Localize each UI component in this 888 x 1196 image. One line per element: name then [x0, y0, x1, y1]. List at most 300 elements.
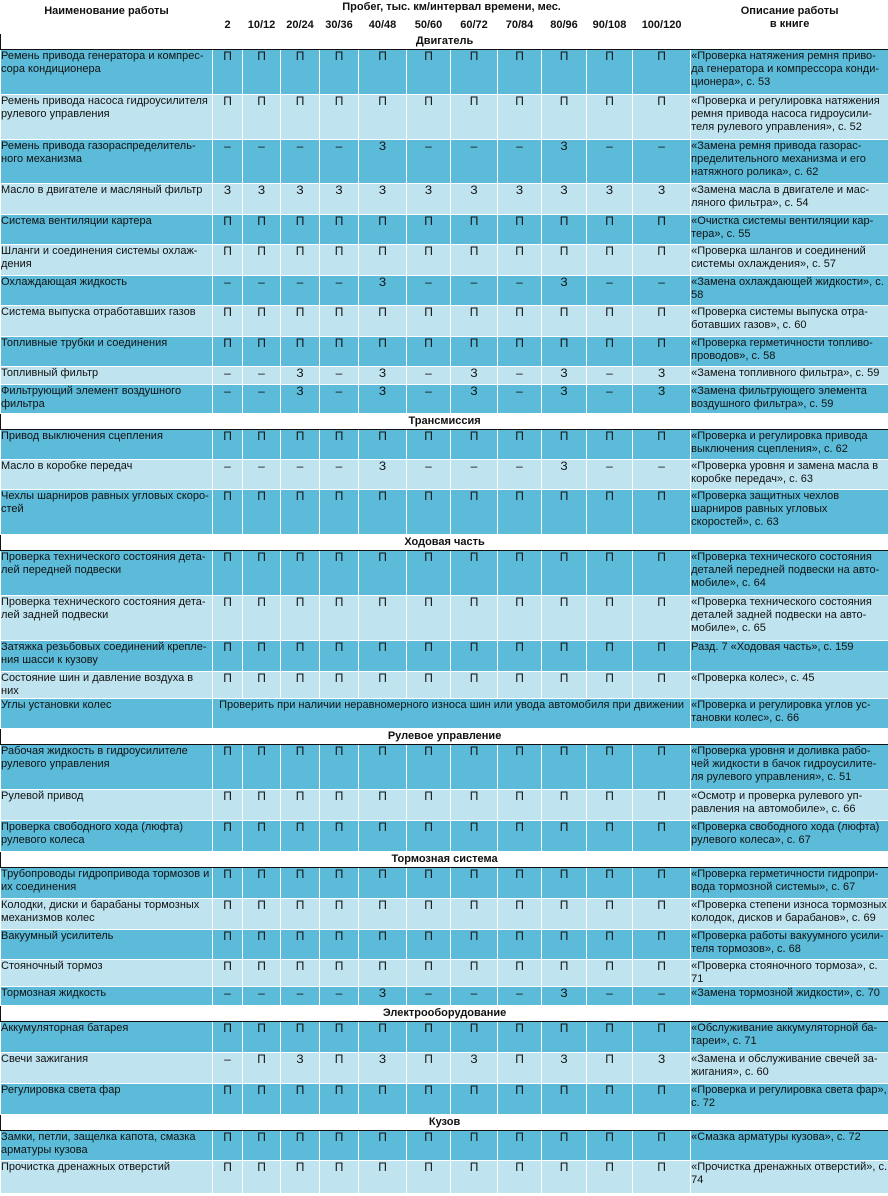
interval-value: П	[633, 337, 691, 367]
interval-value: П	[359, 1084, 407, 1115]
work-description: «Проверка системы выпуска отра-ботавших газов», с. 60	[691, 306, 888, 337]
interval-value: П	[320, 245, 359, 276]
interval-value: –	[451, 140, 498, 184]
interval-value: П	[243, 672, 281, 699]
interval-value: П	[498, 50, 542, 95]
interval-value: П	[451, 745, 498, 790]
interval-value: П	[498, 790, 542, 821]
section-title: Ходовая часть	[1, 535, 888, 551]
interval-header: 10/12	[243, 19, 281, 34]
work-description: «Проверка герметичности гидропри-вода тормозной системы», с. 67	[691, 868, 888, 899]
interval-value: П	[213, 672, 243, 699]
interval-value: –	[243, 367, 281, 385]
section-title: Электрооборудование	[1, 1006, 888, 1022]
work-name: Замки, петли, защелка капота, смазка арматуры кузова	[1, 1131, 213, 1161]
table-body	[1, 34, 888, 1194]
interval-value: З	[243, 184, 281, 215]
interval-value: П	[407, 745, 451, 790]
interval-value: З	[542, 184, 587, 215]
interval-value: З	[359, 460, 407, 490]
table-row	[1, 140, 888, 184]
work-name: Фильтрующий элемент воздушного фильтра	[1, 385, 213, 414]
interval-value: П	[359, 50, 407, 95]
interval-header: 90/108	[587, 19, 633, 34]
interval-value: П	[281, 245, 320, 276]
interval-value: П	[542, 821, 587, 852]
interval-value: П	[542, 551, 587, 596]
interval-value: З	[281, 184, 320, 215]
work-name: Охлаждающая жидкость	[1, 276, 213, 306]
work-name: Топливные трубки и соединения	[1, 337, 213, 367]
interval-value: П	[359, 930, 407, 960]
interval-value: П	[281, 745, 320, 790]
interval-value: П	[243, 95, 281, 140]
interval-value: П	[213, 790, 243, 821]
interval-value: З	[320, 184, 359, 215]
interval-value: П	[498, 215, 542, 245]
interval-value: П	[320, 337, 359, 367]
interval-value: П	[281, 930, 320, 960]
interval-value: П	[359, 430, 407, 460]
work-description: «Замена тормозной жидкости», с. 70	[691, 987, 888, 1006]
interval-value: З	[633, 367, 691, 385]
interval-value: П	[633, 1084, 691, 1115]
interval-value: П	[407, 1053, 451, 1084]
interval-value: П	[320, 821, 359, 852]
interval-value: П	[542, 490, 587, 535]
interval-value: П	[213, 215, 243, 245]
interval-value: П	[407, 899, 451, 930]
interval-value: З	[359, 184, 407, 215]
interval-value: П	[407, 306, 451, 337]
work-name: Тормозная жидкость	[1, 987, 213, 1006]
interval-value: П	[320, 672, 359, 699]
interval-value: П	[359, 1022, 407, 1053]
interval-value: П	[633, 672, 691, 699]
interval-value: П	[213, 245, 243, 276]
interval-value: –	[498, 140, 542, 184]
interval-value: З	[281, 385, 320, 414]
interval-value: П	[451, 50, 498, 95]
interval-value: П	[542, 596, 587, 641]
interval-value: П	[498, 596, 542, 641]
interval-value: П	[451, 930, 498, 960]
interval-value: П	[213, 306, 243, 337]
interval-value: П	[451, 790, 498, 821]
interval-value: П	[498, 821, 542, 852]
interval-value: –	[320, 367, 359, 385]
interval-value: П	[407, 215, 451, 245]
header-name-column: Наименование работы	[1, 1, 213, 34]
interval-value: П	[542, 430, 587, 460]
interval-value: П	[359, 596, 407, 641]
interval-value: –	[587, 276, 633, 306]
interval-value: П	[633, 960, 691, 987]
interval-value: П	[498, 868, 542, 899]
work-name: Колодки, диски и барабаны тормозных механизмов колес	[1, 899, 213, 930]
interval-value: П	[498, 899, 542, 930]
interval-value: П	[451, 215, 498, 245]
interval-value: П	[587, 672, 633, 699]
interval-value: П	[633, 1161, 691, 1194]
table-row	[1, 821, 888, 852]
work-name: Рабочая жидкость в гидроусилителе рулевого управления	[1, 745, 213, 790]
interval-value: П	[243, 551, 281, 596]
interval-value: П	[243, 245, 281, 276]
interval-value: П	[407, 930, 451, 960]
interval-value: П	[407, 50, 451, 95]
section-header-row	[1, 1115, 888, 1131]
interval-value: П	[587, 821, 633, 852]
interval-value: П	[359, 337, 407, 367]
interval-value: –	[407, 987, 451, 1006]
work-description: «Проверка степени износа тормозных колодок, дисков и барабанов», с. 69	[691, 899, 888, 930]
table-row	[1, 1053, 888, 1084]
work-name: Прочистка дренажных отверстий	[1, 1161, 213, 1194]
interval-value: П	[407, 1022, 451, 1053]
interval-value: П	[281, 551, 320, 596]
interval-value: П	[542, 306, 587, 337]
interval-value: –	[243, 460, 281, 490]
interval-value: П	[281, 337, 320, 367]
interval-value: –	[407, 385, 451, 414]
interval-value: П	[587, 306, 633, 337]
interval-value: П	[587, 1161, 633, 1194]
interval-header: 40/48	[359, 19, 407, 34]
table-row	[1, 868, 888, 899]
interval-value: З	[633, 385, 691, 414]
interval-value: П	[320, 641, 359, 672]
interval-value: –	[587, 385, 633, 414]
table-row	[1, 306, 888, 337]
work-name: Рулевой привод	[1, 790, 213, 821]
interval-value: П	[633, 245, 691, 276]
interval-value: –	[243, 385, 281, 414]
interval-value: П	[587, 1053, 633, 1084]
interval-value: П	[633, 930, 691, 960]
interval-value: П	[213, 596, 243, 641]
interval-value: П	[320, 1022, 359, 1053]
interval-value: П	[243, 745, 281, 790]
work-description: «Проверка уровня и замена масла в коробке передач», с. 63	[691, 460, 888, 490]
interval-value: П	[243, 1131, 281, 1161]
interval-value: –	[451, 460, 498, 490]
interval-value: П	[498, 551, 542, 596]
interval-value: З	[359, 1053, 407, 1084]
interval-value: –	[633, 987, 691, 1006]
interval-value: П	[213, 745, 243, 790]
interval-value: П	[587, 596, 633, 641]
interval-value: П	[587, 641, 633, 672]
interval-value: П	[407, 1161, 451, 1194]
interval-value: П	[633, 1022, 691, 1053]
interval-value: П	[243, 641, 281, 672]
work-name: Ремень привода газораспределитель-ного механизма	[1, 140, 213, 184]
table-row	[1, 699, 888, 729]
interval-value: З	[359, 987, 407, 1006]
interval-value: П	[281, 1131, 320, 1161]
table-row	[1, 930, 888, 960]
interval-value: –	[281, 460, 320, 490]
interval-value: З	[359, 385, 407, 414]
work-description: «Замена ремня привода газорас-пределительного механизма и его натяжного ролика», с. 62	[691, 140, 888, 184]
interval-value: П	[281, 1022, 320, 1053]
interval-value: П	[243, 215, 281, 245]
interval-value: П	[213, 868, 243, 899]
interval-value: З	[451, 1053, 498, 1084]
interval-header: 80/96	[542, 19, 587, 34]
interval-value: П	[320, 1053, 359, 1084]
interval-value: –	[213, 276, 243, 306]
table-row	[1, 276, 888, 306]
work-description: «Замена фильтрующего элемента воздушного фильтра», с. 59	[691, 385, 888, 414]
interval-value: П	[587, 50, 633, 95]
interval-value: П	[213, 930, 243, 960]
work-description: «Проверка уровня и доливка рабо-чей жидкости в бачок гидроусилите-ля рулевого управления», с. 51	[691, 745, 888, 790]
interval-value: П	[213, 337, 243, 367]
interval-value: –	[587, 987, 633, 1006]
interval-value: З	[587, 184, 633, 215]
table-row	[1, 987, 888, 1006]
work-name: Масло в коробке передач	[1, 460, 213, 490]
interval-value: П	[587, 430, 633, 460]
table-row	[1, 899, 888, 930]
interval-value: П	[407, 821, 451, 852]
work-name: Затяжка резьбовых соединений крепле-ния шасси к кузову	[1, 641, 213, 672]
interval-value: П	[633, 50, 691, 95]
interval-value: П	[542, 215, 587, 245]
interval-value: П	[320, 95, 359, 140]
interval-value: З	[542, 367, 587, 385]
interval-value: З	[542, 987, 587, 1006]
work-name: Состояние шин и давление воздуха в них	[1, 672, 213, 699]
interval-value: –	[320, 385, 359, 414]
work-description: Разд. 7 «Ходовая часть», с. 159	[691, 641, 888, 672]
interval-value: П	[542, 868, 587, 899]
interval-value: П	[451, 1161, 498, 1194]
work-description: «Проверка технического состояния деталей задней подвески на авто-мобиле», с. 65	[691, 596, 888, 641]
interval-value: П	[281, 50, 320, 95]
interval-value: П	[359, 490, 407, 535]
interval-value: П	[407, 960, 451, 987]
interval-value: П	[633, 306, 691, 337]
interval-value: П	[281, 1084, 320, 1115]
interval-value: П	[320, 1161, 359, 1194]
interval-value: П	[587, 745, 633, 790]
work-name: Аккумуляторная батарея	[1, 1022, 213, 1053]
interval-value: –	[320, 460, 359, 490]
interval-value: П	[498, 641, 542, 672]
interval-value: П	[633, 1131, 691, 1161]
interval-value: –	[633, 460, 691, 490]
interval-value: П	[542, 95, 587, 140]
interval-value: П	[498, 1084, 542, 1115]
interval-value: П	[359, 95, 407, 140]
interval-value: П	[633, 868, 691, 899]
interval-value: П	[243, 50, 281, 95]
interval-value: П	[633, 215, 691, 245]
work-name: Проверка технического состояния дета-лей передней подвески	[1, 551, 213, 596]
table-row	[1, 430, 888, 460]
work-name: Вакуумный усилитель	[1, 930, 213, 960]
interval-value: П	[243, 960, 281, 987]
interval-value: П	[281, 672, 320, 699]
interval-value: П	[281, 821, 320, 852]
interval-header: 60/72	[451, 19, 498, 34]
interval-value: П	[359, 821, 407, 852]
interval-value: П	[407, 95, 451, 140]
interval-value: П	[407, 490, 451, 535]
interval-value: П	[213, 50, 243, 95]
interval-value: –	[281, 987, 320, 1006]
interval-value: П	[359, 745, 407, 790]
work-description: «Обслуживание аккумуляторной ба-тареи», с. 71	[691, 1022, 888, 1053]
interval-value: П	[320, 1131, 359, 1161]
table-row	[1, 745, 888, 790]
interval-value: П	[498, 930, 542, 960]
interval-value: –	[498, 276, 542, 306]
interval-header: 20/24	[281, 19, 320, 34]
interval-value: –	[320, 140, 359, 184]
work-description: «Проверка технического состояния деталей передней подвески на авто-мобиле», с. 64	[691, 551, 888, 596]
interval-value: П	[542, 1161, 587, 1194]
work-description: «Замена топливного фильтра», с. 59	[691, 367, 888, 385]
interval-value: П	[542, 337, 587, 367]
interval-value: П	[451, 245, 498, 276]
interval-note: Проверить при наличии неравномерного износа шин или увода автомобиля при движении	[213, 699, 691, 729]
interval-value: П	[320, 745, 359, 790]
interval-value: –	[213, 987, 243, 1006]
interval-value: П	[407, 790, 451, 821]
interval-header: 100/120	[633, 19, 691, 34]
work-description: «Проверка и регулировка углов ус-тановки колес», с. 66	[691, 699, 888, 729]
interval-value: П	[451, 1022, 498, 1053]
interval-value: –	[498, 987, 542, 1006]
interval-value: –	[320, 276, 359, 306]
header-mileage-title: Пробег, тыс. км/интервал времени, мес.	[213, 1, 691, 19]
interval-value: П	[542, 641, 587, 672]
header-desc-line-1: Описание работы	[740, 5, 839, 17]
section-title: Рулевое управление	[1, 729, 888, 745]
section-header-row	[1, 1006, 888, 1022]
interval-value: З	[542, 385, 587, 414]
work-description: «Проверка защитных чехлов шарниров равных угловых скоростей», с. 63	[691, 490, 888, 535]
interval-value: П	[320, 490, 359, 535]
interval-value: П	[320, 551, 359, 596]
interval-value: П	[498, 490, 542, 535]
interval-value: П	[213, 960, 243, 987]
interval-value: П	[587, 95, 633, 140]
interval-value: З	[542, 276, 587, 306]
work-name: Система выпуска отработавших газов	[1, 306, 213, 337]
interval-value: П	[281, 215, 320, 245]
interval-value: П	[587, 1131, 633, 1161]
work-name: Углы установки колес	[1, 699, 213, 729]
interval-value: З	[633, 1053, 691, 1084]
interval-value: П	[542, 790, 587, 821]
interval-value: П	[281, 306, 320, 337]
interval-value: П	[498, 745, 542, 790]
section-header-row	[1, 34, 888, 50]
table-row	[1, 337, 888, 367]
interval-value: П	[587, 790, 633, 821]
interval-value: П	[542, 245, 587, 276]
interval-value: П	[243, 899, 281, 930]
table-row	[1, 50, 888, 95]
section-title: Двигатель	[1, 34, 888, 50]
interval-value: П	[243, 1022, 281, 1053]
interval-value: П	[281, 490, 320, 535]
interval-value: П	[213, 1084, 243, 1115]
interval-value: З	[213, 184, 243, 215]
interval-value: З	[359, 140, 407, 184]
interval-value: П	[451, 672, 498, 699]
interval-value: П	[587, 930, 633, 960]
interval-value: П	[407, 1131, 451, 1161]
section-title: Тормозная система	[1, 852, 888, 868]
work-description: «Проверка и регулировка света фар», с. 72	[691, 1084, 888, 1115]
section-header-row	[1, 414, 888, 430]
interval-value: –	[407, 367, 451, 385]
table-row	[1, 1161, 888, 1194]
table-row	[1, 1084, 888, 1115]
interval-value: З	[633, 184, 691, 215]
interval-value: П	[451, 1131, 498, 1161]
interval-value: –	[407, 276, 451, 306]
interval-value: П	[587, 899, 633, 930]
work-description: «Проверка и регулировка натяжения ремня привода насоса гидроусили-теля рулевого управления», с. 52	[691, 95, 888, 140]
work-description: «Замена и обслуживание свечей за-жигания», с. 60	[691, 1053, 888, 1084]
interval-value: П	[587, 868, 633, 899]
interval-value: П	[587, 215, 633, 245]
interval-value: П	[542, 1131, 587, 1161]
interval-value: –	[633, 276, 691, 306]
interval-value: П	[451, 95, 498, 140]
work-name: Ремень привода насоса гидроусилителя рулевого управления	[1, 95, 213, 140]
interval-value: П	[407, 245, 451, 276]
header-description-column	[691, 1, 888, 34]
interval-value: П	[633, 95, 691, 140]
interval-value: П	[633, 551, 691, 596]
interval-value: З	[281, 367, 320, 385]
interval-value: –	[281, 140, 320, 184]
interval-value: П	[633, 490, 691, 535]
work-name: Топливный фильтр	[1, 367, 213, 385]
interval-value: З	[407, 184, 451, 215]
interval-value: П	[451, 596, 498, 641]
interval-value: –	[213, 140, 243, 184]
interval-value: З	[451, 385, 498, 414]
interval-value: –	[498, 385, 542, 414]
interval-value: П	[359, 306, 407, 337]
interval-value: П	[587, 337, 633, 367]
interval-value: З	[498, 184, 542, 215]
section-header-row	[1, 535, 888, 551]
work-name: Ремень привода генератора и компрес-сора кондиционера	[1, 50, 213, 95]
interval-value: П	[633, 641, 691, 672]
interval-value: З	[451, 367, 498, 385]
interval-value: П	[243, 430, 281, 460]
interval-value: –	[587, 460, 633, 490]
table-row	[1, 95, 888, 140]
interval-value: П	[243, 490, 281, 535]
interval-value: П	[633, 790, 691, 821]
table-row	[1, 490, 888, 535]
interval-value: З	[451, 184, 498, 215]
table-row	[1, 960, 888, 987]
interval-value: П	[407, 551, 451, 596]
work-description: «Проверка колес», с. 45	[691, 672, 888, 699]
